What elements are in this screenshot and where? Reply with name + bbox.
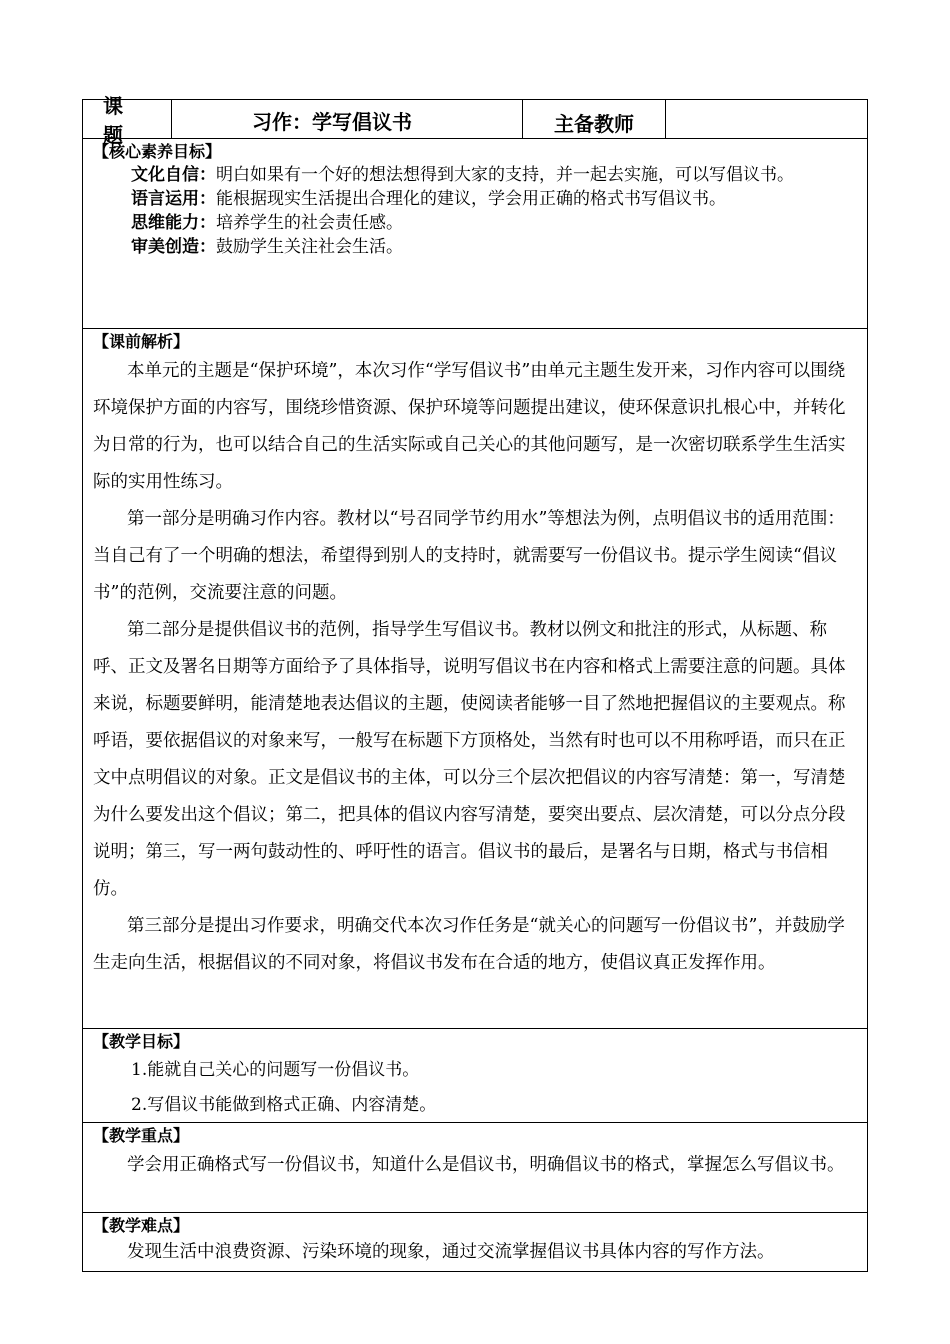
objectives-heading: 【教学目标】 — [93, 1032, 190, 1051]
objective-item: 1.能就自己关心的问题写一份倡议书。 — [131, 1060, 420, 1080]
key-points-heading: 【教学重点】 — [93, 1126, 190, 1145]
key-points-text: 学会用正确格式写一份倡议书，知道什么是倡议书，明确倡议书的格式，掌握怎么写倡议书。 — [127, 1155, 845, 1175]
difficulties-section — [83, 1213, 867, 1271]
lesson-plan-table — [82, 94, 868, 1272]
difficulties-text: 发现生活中浪费资源、污染环境的现象，通过交流掌握倡议书具体内容的写作方法。 — [127, 1242, 775, 1262]
difficulties-heading: 【教学难点】 — [93, 1216, 190, 1235]
core-goals-heading: 【核心素养目标】 — [93, 142, 222, 161]
objective-item: 2.写倡议书能做到格式正确、内容清楚。 — [131, 1095, 437, 1115]
key-points-section — [83, 1123, 867, 1213]
analysis-paragraph: 第二部分是提供倡议书的范例，指导学生写倡议书。教材以例文和批注的形式，从标题、称呼、正文及署名日期等方面给予了具体指导，说明写倡议书在内容和格式上需要注意的问题。具体来说，标题要鲜明，能清楚地表达倡议的主题，使阅读者能够一目了然地把握倡议的主要观点。称呼语，要依据倡议的对象来写，一般写在标题下方顶格处，当然有时也可以不用称呼语，而只在正文中点明倡议的对象。正文是倡议书的主体，可以分三个层次把倡议的内容写清楚：第一，写清楚为什么要发出这个倡议；第二，把具体的倡议内容写清楚，要突出要点、层次清楚，可以分点分段说明；第三，写一两句鼓动性的、呼吁性的语言。倡议书的最后，是署名与日期，格式与书信相仿。 — [93, 620, 846, 899]
goal-item: 思维能力：培养学生的社会责任感。 — [131, 213, 403, 233]
analysis-section — [83, 329, 867, 1029]
teacher-label: 主备教师 — [523, 100, 666, 138]
teacher-value — [666, 100, 867, 138]
topic-label: 课题 — [83, 100, 172, 138]
core-goals-section — [83, 139, 867, 329]
analysis-heading: 【课前解析】 — [93, 332, 190, 351]
objectives-section — [83, 1029, 867, 1123]
goal-item: 语言运用：能根据现实生活提出合理化的建议，学会用正确的格式书写倡议书。 — [131, 189, 726, 209]
analysis-paragraph: 本单元的主题是“保护环境”，本次习作“学写倡议书”由单元主题生发开来，习作内容可以围绕环境保护方面的内容写，围绕珍惜资源、保护环境等问题提出建议，使环保意识扎根心中，并转化为日常的行为，也可以结合自己的生活实际或自己关心的其他问题写，是一次密切联系学生生活实际的实用性练习。 — [93, 361, 846, 492]
goal-item: 审美创造：鼓励学生关注社会生活。 — [131, 237, 403, 257]
goal-item: 文化自信：明白如果有一个好的想法想得到大家的支持，并一起去实施，可以写倡议书。 — [131, 165, 794, 185]
analysis-paragraph: 第一部分是明确习作内容。教材以“号召同学节约用水”等想法为例，点明倡议书的适用范围：当自己有了一个明确的想法，希望得到别人的支持时，就需要写一份倡议书。提示学生阅读“倡议书”的范例，交流要注意的问题。 — [93, 509, 845, 603]
lesson-title: 习作：学写倡议书 — [172, 100, 523, 138]
analysis-paragraph: 第三部分是提出习作要求，明确交代本次习作任务是“就关心的问题写一份倡议书”，并鼓励学生走向生活，根据倡议的不同对象，将倡议书发布在合适的地方，使倡议真正发挥作用。 — [93, 916, 845, 973]
header-row — [83, 94, 867, 147]
